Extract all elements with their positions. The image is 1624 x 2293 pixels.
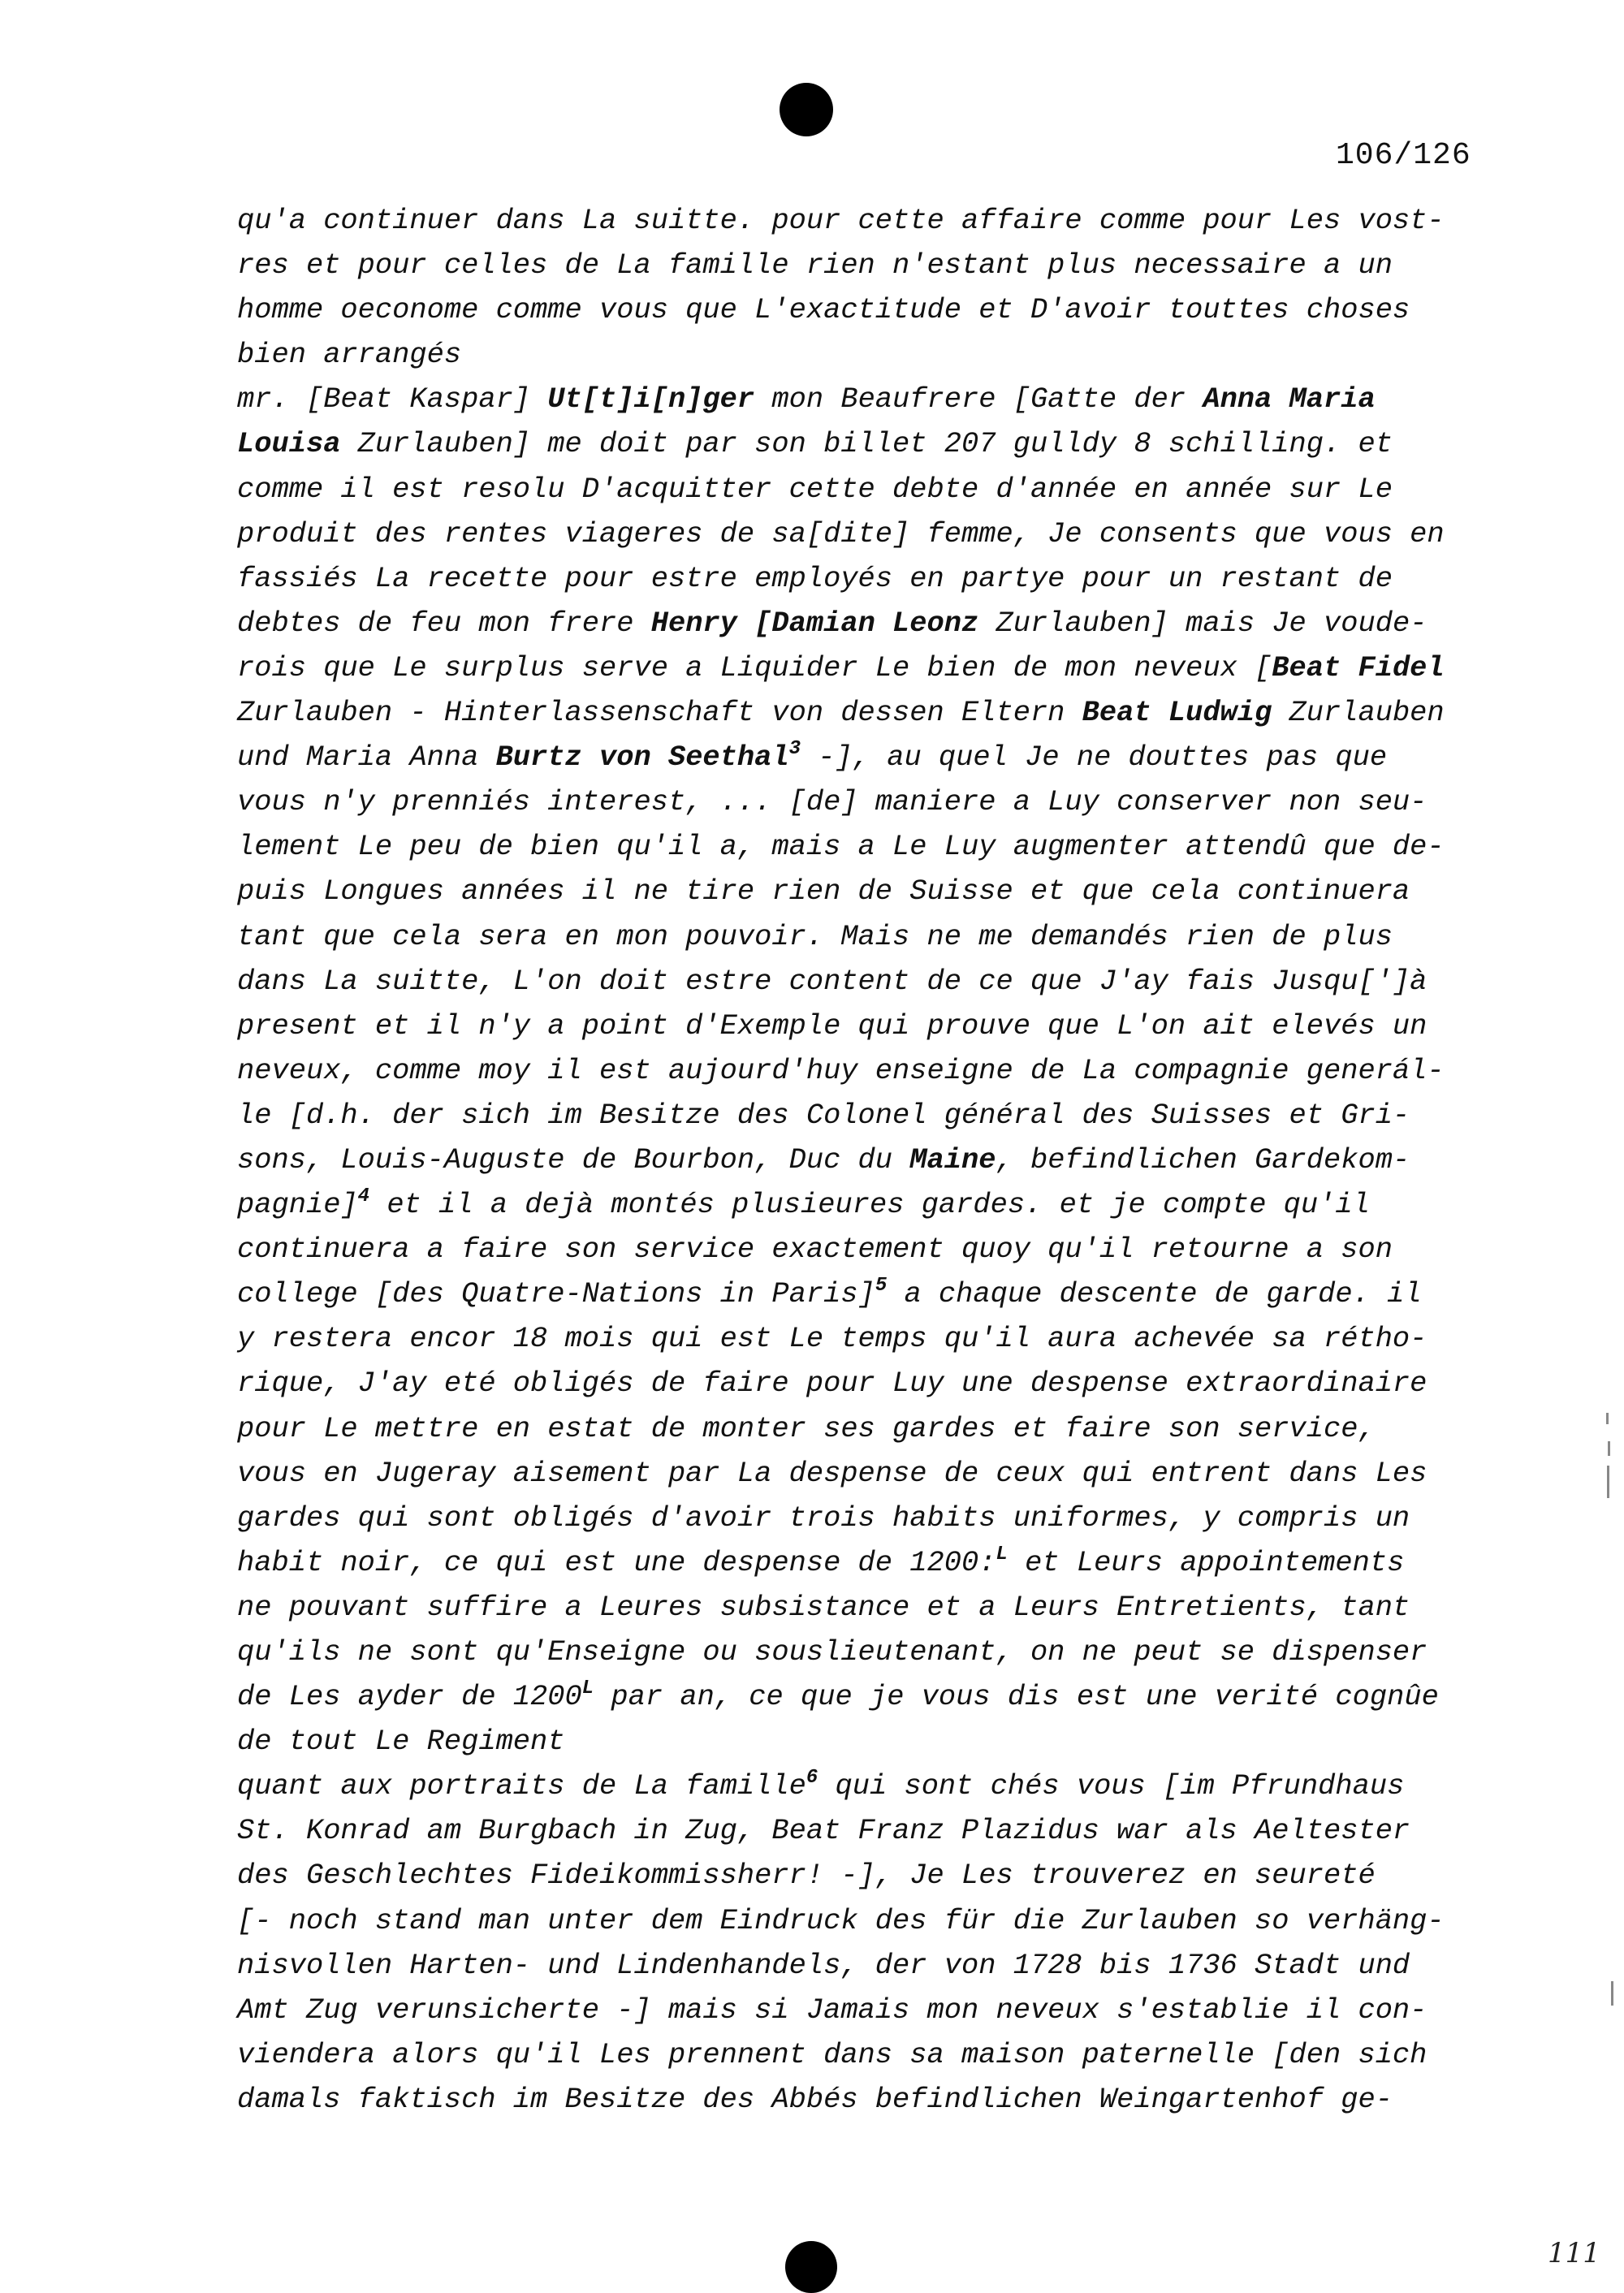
text-line bbox=[237, 915, 1488, 960]
text-segment: a chaque descente de garde. il bbox=[887, 1278, 1422, 1311]
text-line bbox=[237, 602, 1488, 646]
text-segment: continuera a faire son service exactement quoy qu'il retourne a son bbox=[237, 1233, 1393, 1267]
footnote-marker: L bbox=[996, 1543, 1008, 1565]
text-segment: des Geschlechtes Fideikommissherr! -], Je Les trouverez en seureté bbox=[237, 1859, 1376, 1893]
text-segment: habit noir, ce qui est une despense de 1200: bbox=[237, 1546, 996, 1579]
text-segment: Zurlauben bbox=[1272, 697, 1445, 730]
text-line bbox=[237, 1362, 1488, 1406]
text-segment: et Leurs appointements bbox=[1007, 1546, 1405, 1579]
text-segment: Zurlauben] me doit par son billet 207 gulldy 8 schilling. et bbox=[340, 428, 1393, 461]
text-segment: de tout Le Regiment bbox=[237, 1725, 565, 1759]
page-number: 106/126 bbox=[1336, 138, 1471, 173]
text-segment: und Maria Anna bbox=[237, 741, 496, 775]
text-line bbox=[237, 244, 1488, 288]
text-segment: St. Konrad am Burgbach in Zug, Beat Franz Plazidus war als Aeltester bbox=[237, 1815, 1410, 1848]
text-segment: bien arrangés bbox=[237, 339, 462, 372]
footnote-marker: 6 bbox=[806, 1767, 818, 1790]
text-segment: lement Le peu de bien qu'il a, mais a Le Luy augmenter attendû que de- bbox=[237, 831, 1445, 864]
text-line bbox=[237, 378, 1488, 422]
text-line bbox=[237, 1496, 1488, 1541]
text-line bbox=[237, 512, 1488, 557]
text-segment: le [d.h. der sich im Besitze des Colonel général des Suisses et Gri- bbox=[237, 1099, 1410, 1132]
text-segment: qu'ils ne sont qu'Enseigne ou souslieutenant, on ne peut se dispenser bbox=[237, 1636, 1427, 1669]
text-line bbox=[237, 780, 1488, 825]
text-segment: Zurlauben - Hinterlassenschaft von dessen Eltern bbox=[237, 697, 1082, 730]
text-segment: mon Beaufrere [Gatte der bbox=[754, 383, 1203, 417]
text-segment: gardes qui sont obligés d'avoir trois habits uniformes, y compris un bbox=[237, 1501, 1410, 1535]
text-line bbox=[237, 1586, 1488, 1630]
bold-name: Beat Fidel bbox=[1272, 651, 1445, 684]
text-segment: , befindlichen Gardekom- bbox=[996, 1143, 1410, 1177]
text-segment: neveux, comme moy il est aujourd'huy enseigne de La compagnie generál- bbox=[237, 1054, 1445, 1087]
text-line bbox=[237, 422, 1488, 467]
text-line bbox=[237, 557, 1488, 602]
text-segment: de Les ayder de 1200 bbox=[237, 1681, 582, 1714]
text-line bbox=[237, 1049, 1488, 1094]
text-segment: dans La suitte, L'on doit estre content de ce que J'ay fais Jusqu[']à bbox=[237, 965, 1427, 998]
text-line bbox=[237, 333, 1488, 378]
bold-name: Maine bbox=[909, 1143, 996, 1177]
text-segment: ne pouvant suffire a Leures subsistance et a Leurs Entretients, tant bbox=[237, 1591, 1410, 1624]
text-segment: debtes de feu mon frere bbox=[237, 607, 651, 640]
text-line bbox=[237, 2033, 1488, 2078]
punch-hole-top bbox=[780, 83, 833, 136]
text-segment: comme il est resolu D'acquitter cette debte d'année en année sur Le bbox=[237, 473, 1393, 506]
text-line bbox=[237, 1452, 1488, 1496]
text-segment: fassiés La recette pour estre employés en partye pour un restant de bbox=[237, 562, 1393, 595]
text-segment: pour Le mettre en estat de monter ses gardes et faire son service, bbox=[237, 1412, 1376, 1445]
footnote-marker: L bbox=[581, 1678, 594, 1700]
letter-transcription bbox=[237, 199, 1488, 2122]
text-line bbox=[237, 870, 1488, 914]
text-segment: present et il n'y a point d'Exemple qui prouve que L'on ait elevés un bbox=[237, 1009, 1427, 1043]
text-segment: nisvollen Harten- und Lindenhandels, der von 1728 bis 1736 Stadt und bbox=[237, 1949, 1410, 1982]
text-segment: rique, J'ay eté obligés de faire pour Luy une despense extraordinaire bbox=[237, 1367, 1427, 1401]
text-segment: vous n'y prenniés interest, ... [de] maniere a Luy conserver non seu- bbox=[237, 786, 1427, 819]
text-line bbox=[237, 1809, 1488, 1854]
text-segment: vous en Jugeray aisement par La despense de ceux qui entrent dans Les bbox=[237, 1457, 1427, 1490]
text-segment: res et pour celles de La famille rien n'estant plus necessaire a un bbox=[237, 249, 1393, 283]
text-segment: qu'a continuer dans La suitte. pour cette affaire comme pour Les vost- bbox=[237, 205, 1445, 237]
text-segment: Amt Zug verunsicherte -] mais si Jamais mon neveux s'establie il con- bbox=[237, 1993, 1427, 2027]
text-line bbox=[237, 2078, 1488, 2122]
text-segment: sons, Louis-Auguste de Bourbon, Duc du bbox=[237, 1143, 910, 1177]
text-line bbox=[237, 1138, 1488, 1183]
text-segment: homme oeconome comme vous que L'exactitude et D'avoir touttes choses bbox=[237, 294, 1410, 327]
text-line bbox=[237, 825, 1488, 870]
punch-hole-bottom bbox=[785, 2241, 837, 2293]
bold-name: Louisa bbox=[237, 428, 341, 461]
bold-name: Ut[t]i[n]ger bbox=[547, 383, 755, 417]
text-line bbox=[237, 646, 1488, 691]
text-segment: tant que cela sera en mon pouvoir. Mais ne me demandés rien de plus bbox=[237, 920, 1393, 953]
text-line bbox=[237, 1675, 1488, 1720]
text-segment: viendera alors qu'il Les prennent dans sa maison paternelle [den sich bbox=[237, 2038, 1427, 2071]
margin-mark bbox=[1608, 1441, 1610, 1456]
text-line bbox=[237, 736, 1488, 780]
text-line bbox=[237, 1094, 1488, 1138]
text-segment: damals faktisch im Besitze des Abbés befindlichen Weingartenhof ge- bbox=[237, 2083, 1393, 2116]
text-line bbox=[237, 1764, 1488, 1809]
text-segment: produit des rentes viageres de sa[dite] femme, Je consents que vous en bbox=[237, 517, 1445, 551]
text-line bbox=[237, 1004, 1488, 1049]
text-line bbox=[237, 199, 1488, 244]
archive-number: 111 bbox=[1548, 2237, 1600, 2269]
text-segment: y restera encor 18 mois qui est Le temps qu'il aura achevée sa rétho- bbox=[237, 1323, 1427, 1356]
text-segment: pagnie] bbox=[237, 1189, 358, 1222]
text-line bbox=[237, 1989, 1488, 2033]
text-segment: puis Longues années il ne tire rien de Suisse et que cela continuera bbox=[237, 875, 1410, 909]
text-segment: qui sont chés vous [im Pfrundhaus bbox=[818, 1770, 1405, 1803]
bold-name: Beat Ludwig bbox=[1082, 697, 1272, 730]
text-segment: [- noch stand man unter dem Eindruck des für die Zurlauben so verhäng- bbox=[237, 1904, 1445, 1937]
footnote-marker: 4 bbox=[357, 1185, 370, 1208]
text-line bbox=[237, 468, 1488, 512]
text-line bbox=[237, 1228, 1488, 1272]
margin-mark bbox=[1606, 1413, 1609, 1424]
text-segment: par an, ce que je vous dis est une verité cognûe bbox=[594, 1681, 1439, 1714]
text-segment: quant aux portraits de La famille bbox=[237, 1770, 806, 1803]
text-line bbox=[237, 1944, 1488, 1989]
text-line bbox=[237, 1317, 1488, 1362]
margin-mark bbox=[1611, 1981, 1613, 2006]
bold-name: Burtz von Seethal bbox=[495, 741, 789, 775]
text-line bbox=[237, 1183, 1488, 1228]
text-line bbox=[237, 960, 1488, 1004]
text-segment: Zurlauben] mais Je voude- bbox=[978, 607, 1427, 640]
bold-name: Henry [Damian Leonz bbox=[650, 607, 979, 640]
text-line bbox=[237, 288, 1488, 333]
text-segment: rois que Le surplus serve a Liquider Le bien de mon neveux [ bbox=[237, 651, 1272, 684]
text-line bbox=[237, 1720, 1488, 1764]
text-segment: college [des Quatre-Nations in Paris] bbox=[237, 1278, 875, 1311]
text-line bbox=[237, 1854, 1488, 1898]
text-line bbox=[237, 691, 1488, 736]
text-line bbox=[237, 1272, 1488, 1317]
footnote-marker: 5 bbox=[875, 1275, 888, 1298]
text-line bbox=[237, 1630, 1488, 1675]
text-segment: mr. [Beat Kaspar] bbox=[237, 383, 548, 417]
text-line bbox=[237, 1899, 1488, 1944]
text-segment: et il a dejà montés plusieures gardes. et je compte qu'il bbox=[369, 1189, 1370, 1222]
margin-mark bbox=[1607, 1466, 1609, 1498]
footnote-marker: 3 bbox=[788, 738, 801, 761]
bold-name: Anna Maria bbox=[1203, 383, 1376, 417]
text-segment: -], au quel Je ne douttes pas que bbox=[801, 741, 1388, 775]
text-line bbox=[237, 1407, 1488, 1452]
text-line bbox=[237, 1541, 1488, 1586]
